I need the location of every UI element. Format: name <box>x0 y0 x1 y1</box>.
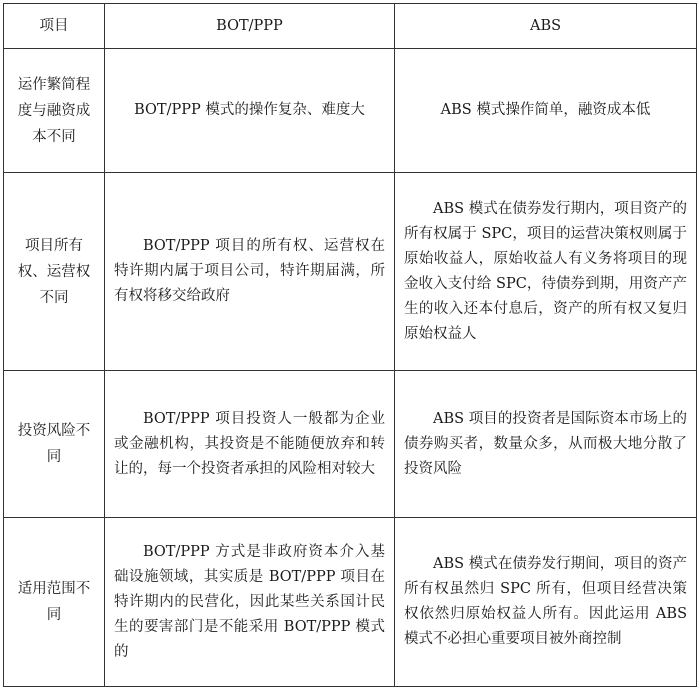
header-bot-ppp: BOT/PPP <box>105 4 395 49</box>
header-abs: ABS <box>395 4 697 49</box>
table-row <box>4 518 697 687</box>
row-item-label: 项目所有权、运营权不同 <box>4 173 105 371</box>
row-abs-cell: ABS 项目的投资者是国际资本市场上的债券购买者，数量众多，从而极大地分散了投资风险 <box>395 371 697 518</box>
header-item: 项目 <box>4 4 105 49</box>
row-abs-cell: ABS 模式操作简单，融资成本低 <box>395 49 697 173</box>
row-item-label: 运作繁简程度与融资成本不同 <box>4 49 105 173</box>
table-row <box>4 371 697 518</box>
row-item-label: 适用范围不同 <box>4 518 105 687</box>
row-abs-cell: ABS 模式在债券发行期间，项目的资产所有权虽然归 SPC 所有，但项目经营决策权依然归原始权益人所有。因此运用 ABS 模式不必担心重要项目被外商控制 <box>395 518 697 687</box>
row-bot-ppp-cell: BOT/PPP 模式的操作复杂、难度大 <box>105 49 395 173</box>
row-abs-cell: ABS 模式在债券发行期内，项目资产的所有权属于 SPC，项目的运营决策权则属于原始收益人，原始收益人有义务将项目的现金收入支付给 SPC，待债券到期，用资产产生的收入还本付息后，资产的所有权又复归原始权益人 <box>395 173 697 371</box>
table-header-row <box>4 4 697 49</box>
row-item-label: 投资风险不同 <box>4 371 105 518</box>
row-bot-ppp-cell: BOT/PPP 项目投资人一般都为企业或金融机构，其投资是不能随便放弃和转让的，每一个投资者承担的风险相对较大 <box>105 371 395 518</box>
comparison-table <box>3 3 697 687</box>
table-row <box>4 173 697 371</box>
row-bot-ppp-cell: BOT/PPP 项目的所有权、运营权在特许期内属于项目公司，特许期届满，所有权将移交给政府 <box>105 173 395 371</box>
comparison-table-wrapper <box>3 3 696 687</box>
table-row <box>4 49 697 173</box>
row-bot-ppp-cell: BOT/PPP 方式是非政府资本介入基础设施领域，其实质是 BOT/PPP 项目在特许期内的民营化，因此某些关系国计民生的要害部门是不能采用 BOT/PPP 模式的 <box>105 518 395 687</box>
